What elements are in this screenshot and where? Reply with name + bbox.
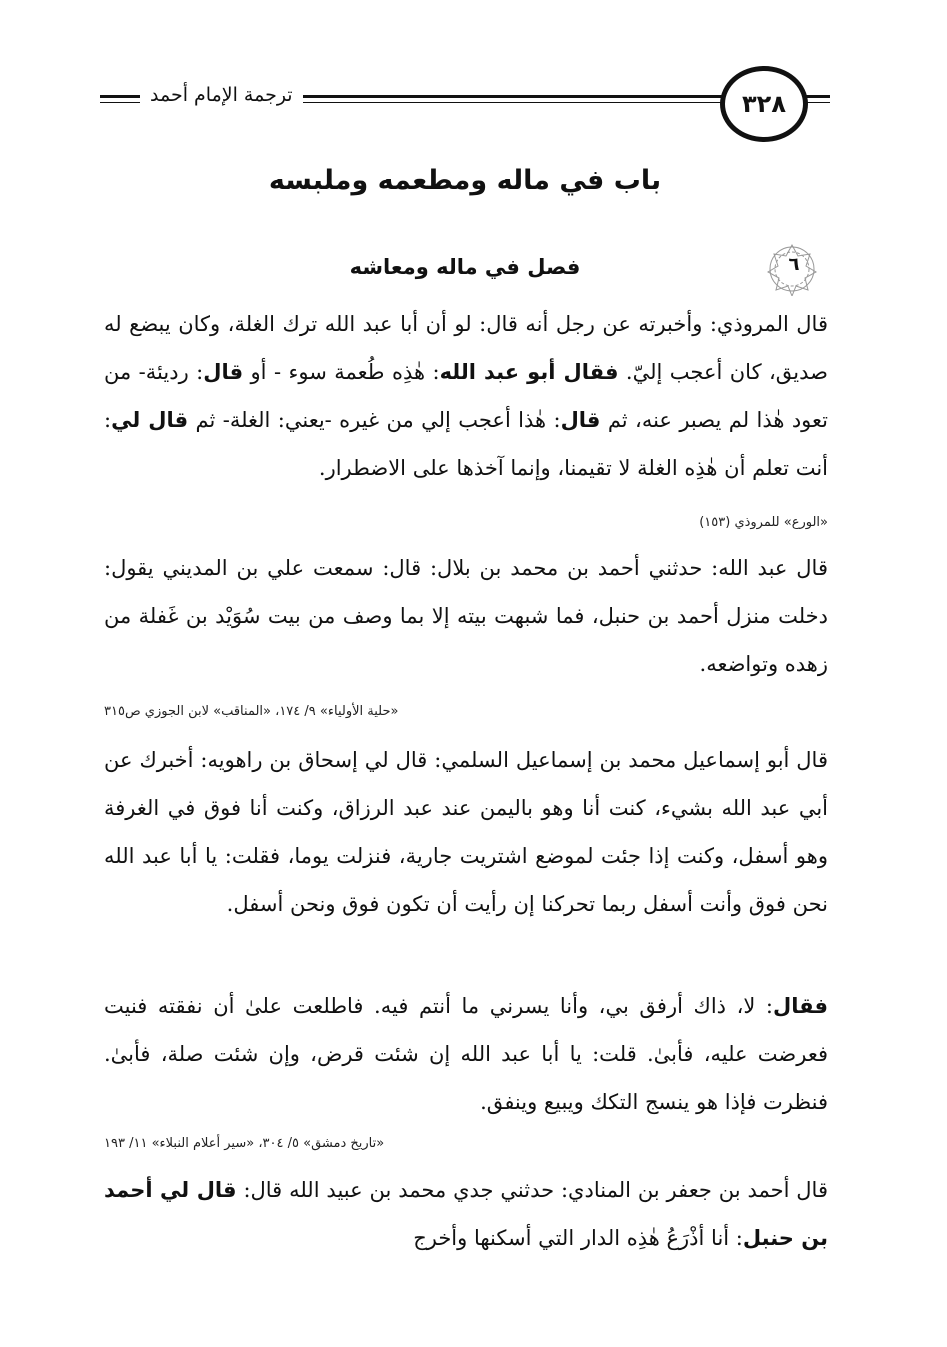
paragraph-1 [104,300,828,492]
bold-speaker-phrase: فقال أبو عبد الله [439,360,619,384]
bold-speaker-phrase: قال لي [111,408,189,432]
bold-speaker-phrase: قال [203,360,244,384]
text-segment: قال أبو إسماعيل محمد بن إسماعيل السلمي: قال لي إسحاق بن راهويه: أخبرك عن أبي عبد الله بشيء، كنت أنا وهو باليمن عند عبد الرزاق، وكنت أنا فوق في الغرفة وهو أسفل، وكنت إذا جئت لموضع اشتريت جارية، فنزلت يوما، فقلت: يا أبا عبد الله نحن فوق وأنت أسفل ربما تحركنا إن رأيت أن تكون فوق ونحن أسفل. [104,748,828,916]
text-segment: : لا، ذاك أرفق بي، وأنا يسرني ما أنتم فيه. فاطلعت علىٰ أن نفقته فنيت فعرضت عليه، فأبىٰ. قلت: يا أبا عبد الله إن شئت قرض، وإن شئت صلة، فأبىٰ. فنظرت فإذا هو ينسج التكك ويبيع وينفق. [104,994,828,1114]
text-segment: : هٰذا أعجب إلي من غيره -يعني: الغلة- ثم [188,408,561,432]
text-segment: قال عبد الله: حدثني أحمد بن محمد بن بلال: قال: سمعت علي بن المديني يقول: دخلت منزل أحمد بن حنبل، فما شبهت بيته إلا بما وصف من بيت سُوَيْد بن غَفلة من زهده وتواضعه. [104,556,828,676]
section-title: فصل في ماله ومعاشه [349,255,581,279]
paragraph-3 [104,736,828,928]
bold-speaker-phrase: فقال [773,994,828,1018]
bold-speaker-phrase: قال لي أحمد بن حنبل [104,1178,828,1250]
text-segment: قال المروذي: وأخبرته عن رجل أنه قال: لو أن أبا عبد الله ترك الغلة، وكان يبضع له صديق، كان أعجب إليّ. [104,312,828,384]
source-note-1: «الورع» للمروذي (١٥٣) [699,515,828,530]
source-note-3: «تاريخ دمشق» ٥/ ٣٠٤، «سير أعلام النبلاء» ١١/ ١٩٣ [104,1136,385,1151]
text-segment: : أنت تعلم أن هٰذِه الغلة لا تقيمنا، وإنما آخذها على الاضطرار. [104,408,828,480]
source-note-2: «حلية الأولياء» ٩/ ١٧٤، «المناقب» لابن الجوزي ص٣١٥ [104,704,399,719]
page-number: ٣٢٨ [720,66,808,142]
paragraph-4 [104,982,828,1126]
chapter-title: باب في ماله ومطعمه وملبسه [268,165,662,196]
text-segment: قال أحمد بن جعفر بن المنادي: حدثني جدي محمد بن عبيد الله قال: [236,1178,828,1202]
running-title: ترجمة الإمام أحمد [140,84,303,106]
paragraph-5 [104,1166,828,1262]
paragraph-2 [104,544,828,688]
bold-speaker-phrase: قال [560,408,601,432]
text-segment: : أنا أذْرَعُ هٰذِه الدار التي أسكنها وأخرج [413,1226,743,1250]
page-header [100,60,830,140]
section-number: ٦ [788,254,800,275]
text-segment: : هٰذِه طُعمة سوء - أو [243,360,440,384]
text-segment: : رديئة- من تعود هٰذا لم يصبر عنه، ثم [104,360,828,432]
